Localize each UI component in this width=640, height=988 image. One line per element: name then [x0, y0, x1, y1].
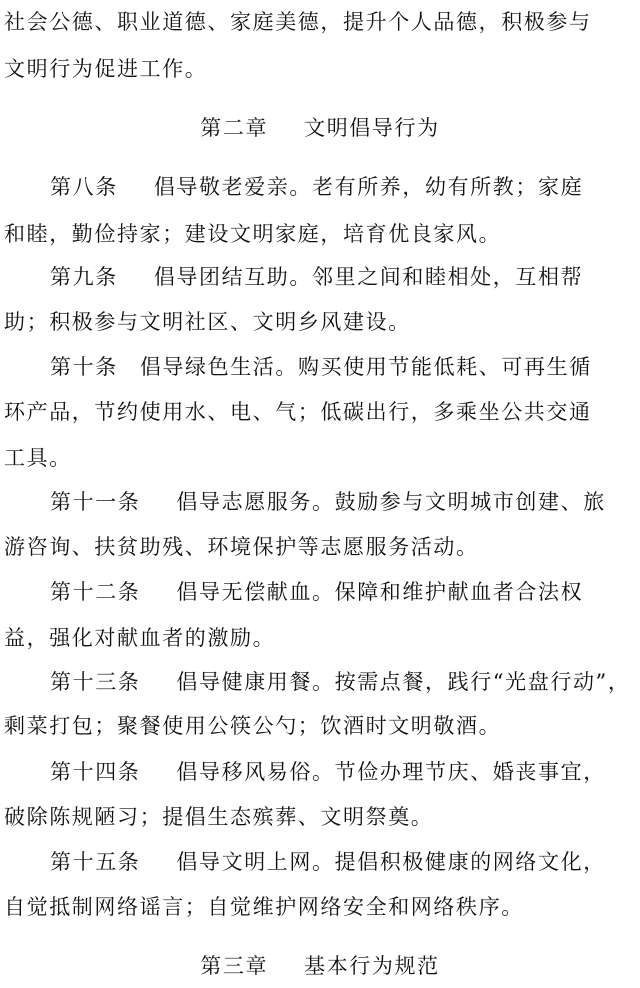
article-15-line-1 [50, 848, 636, 876]
article-text: 倡导移风易俗。节俭办理节庆、婚丧事宜， [176, 760, 606, 784]
article-text: 倡导健康用餐。按需点餐，践行“光盘行动”， [176, 670, 631, 694]
article-text: 倡导敬老爱亲。老有所养，幼有所教；家庭 [153, 175, 584, 199]
article-12-line-1 [50, 578, 636, 606]
chapter-heading-3 [0, 952, 640, 980]
chapter-number: 第三章 [200, 954, 269, 978]
article-8-line-2: 和睦，勤俭持家；建设文明家庭，培育优良家风。 [4, 222, 502, 246]
article-text: 倡导文明上网。提倡积极健康的网络文化， [176, 850, 606, 874]
chapter-title: 基本行为规范 [304, 954, 440, 978]
article-number: 第十一条 [50, 490, 141, 514]
article-14-line-1 [50, 758, 636, 786]
article-10-line-3: 工具。 [4, 446, 72, 470]
article-8-line-1 [50, 173, 636, 201]
article-number: 第十三条 [50, 670, 141, 694]
article-text: 倡导志愿服务。鼓励参与文明城市创建、旅 [176, 490, 606, 514]
intro-line-1: 社会公德、职业道德、家庭美德，提升个人品德，积极参与 [4, 10, 592, 34]
article-number: 第九条 [50, 265, 118, 289]
chapter-number: 第二章 [200, 116, 269, 140]
article-10-line-2: 环产品，节约使用水、电、气；低碳出行，多乘坐公共交通 [4, 400, 592, 424]
article-10-line-1 [50, 353, 636, 381]
chapter-heading-2 [0, 114, 640, 142]
article-9-line-1 [50, 263, 636, 291]
article-text: 倡导团结互助。邻里之间和睦相处，互相帮 [153, 265, 584, 289]
article-number: 第八条 [50, 175, 118, 199]
article-number: 第十四条 [50, 760, 141, 784]
article-14-line-2: 破除陈规陋习；提倡生态殡葬、文明祭奠。 [4, 805, 434, 829]
article-number: 第十二条 [50, 580, 141, 604]
article-11-line-1 [50, 488, 636, 516]
article-11-line-2: 游咨询、扶贫助残、环境保护等志愿服务活动。 [4, 535, 479, 559]
article-13-line-2: 剩菜打包；聚餐使用公筷公勺；饮酒时文明敬酒。 [4, 714, 502, 738]
article-number: 第十条 [50, 355, 118, 379]
article-9-line-2: 助；积极参与文明社区、文明乡风建设。 [4, 310, 411, 334]
article-text: 倡导绿色生活。购买使用节能低耗、可再生循 [139, 355, 592, 379]
article-12-line-2: 益，强化对献血者的激励。 [4, 626, 276, 650]
chapter-title: 文明倡导行为 [304, 116, 440, 140]
article-15-line-2: 自觉抵制网络谣言；自觉维护网络安全和网络秩序。 [4, 895, 524, 919]
article-number: 第十五条 [50, 850, 141, 874]
intro-line-2: 文明行为促进工作。 [4, 57, 208, 81]
article-13-line-1 [50, 668, 636, 696]
article-text: 倡导无偿献血。保障和维护献血者合法权 [176, 580, 584, 604]
